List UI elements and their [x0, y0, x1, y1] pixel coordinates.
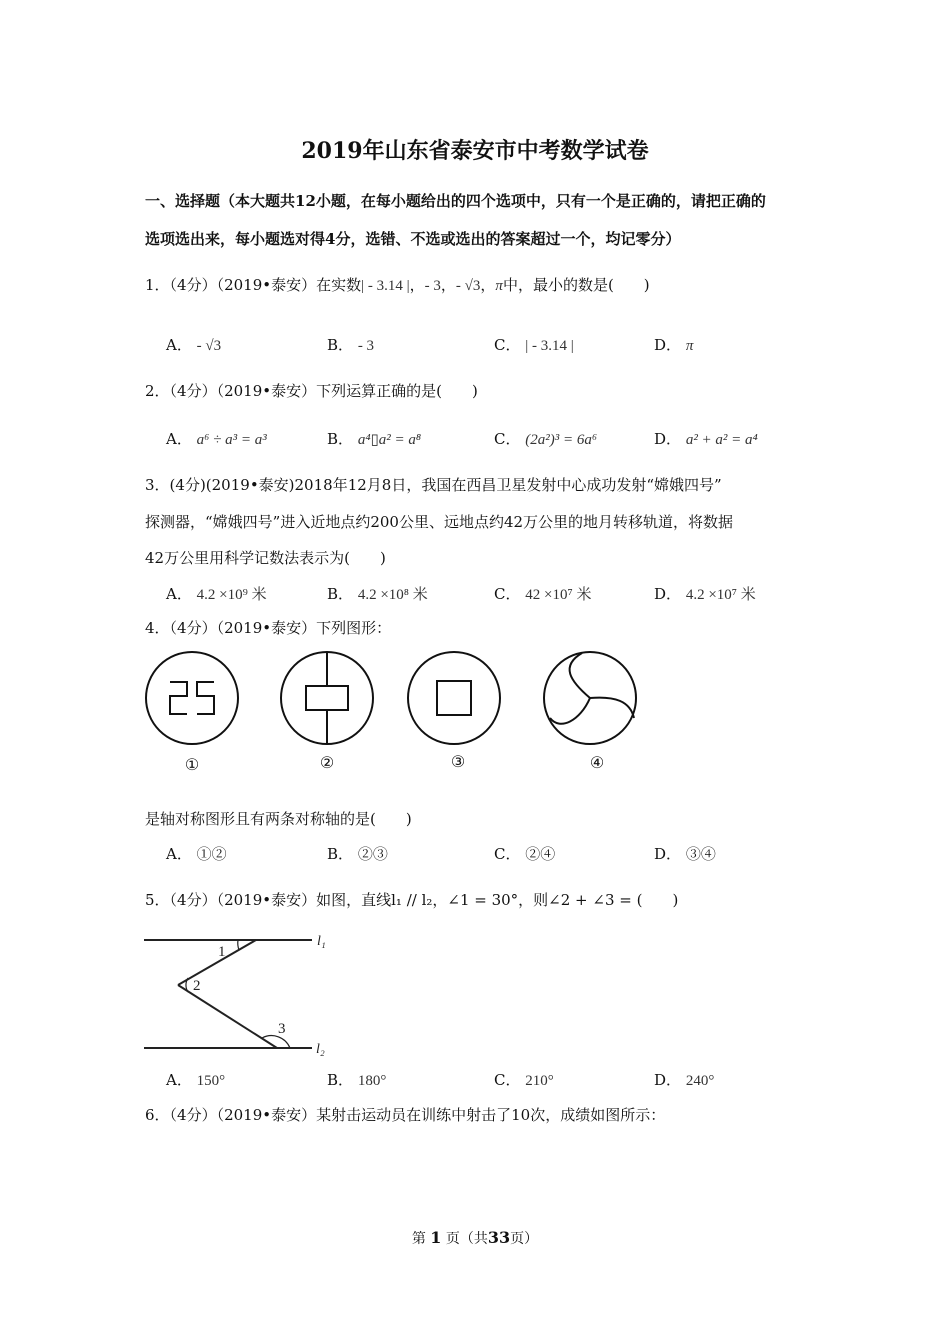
q1-option-b[interactable]: B． - 3 [327, 336, 375, 354]
q1-separator: ， [440, 276, 456, 294]
question-4-prompt: 是轴对称图形且有两条对称轴的是( ) [145, 810, 412, 828]
q3-option-a[interactable]: A． 4.2 ×10⁹ 米 [166, 585, 267, 603]
figure-label-3: ③ [450, 754, 466, 771]
question-6: 6．（4分）（2019•泰安）某射击运动员在训练中射击了10次，成绩如图所示： [145, 1106, 666, 1124]
q1-option-d[interactable]: D． π [654, 336, 694, 354]
q1-abs-value: | - 3.14 | [361, 278, 410, 294]
q5-option-d[interactable]: D． 240° [654, 1071, 715, 1089]
figure-2-circle-rect [281, 652, 373, 744]
question-5: 5．（4分）（2019•泰安）如图，直线l₁ // l₂，∠1 = 30°，则∠2 + ∠3 = ( ) [145, 891, 679, 909]
q1-neg-sqrt3: - √3 [455, 278, 481, 294]
question-2: 2．（4分）（2019•泰安）下列运算正确的是( ) [145, 382, 478, 400]
angle-2-label: 2 [193, 978, 201, 994]
q4-option-a[interactable]: A． ①② [166, 845, 227, 863]
q5-option-a[interactable]: A． 150° [166, 1071, 226, 1089]
line-l1-label: l₁ [317, 934, 326, 949]
current-page-number: 1 [430, 1228, 442, 1247]
question-1 [145, 274, 650, 295]
q2-option-a[interactable]: A． a⁶ ÷ a³ = a³ [166, 430, 267, 448]
q1-suffix: 中，最小的数是( ) [502, 276, 650, 294]
q2-option-c[interactable]: C． (2a²)³ = 6a⁶ [494, 430, 598, 448]
figure-4-triskelion [544, 652, 636, 744]
q1-separator: ， [480, 276, 496, 294]
section-instructions-line1: 一、选择题（本大题共12小题，在每小题给出的四个选项中，只有一个是正确的，请把正确的 [145, 192, 766, 210]
angle-3-label: 3 [278, 1021, 286, 1037]
page-footer: 第 1 页（共33页） [411, 1228, 539, 1247]
page-title: 2019年山东省泰安市中考数学试卷 [301, 138, 649, 164]
q2-option-d[interactable]: D． a² + a² = a⁴ [654, 430, 758, 448]
q5-option-b[interactable]: B． 180° [327, 1071, 387, 1089]
line-l2-label: l₂ [316, 1042, 325, 1056]
figure-1-swastika-shape [146, 652, 238, 744]
q1-option-c[interactable]: C． | - 3.14 | [494, 336, 574, 354]
q4-option-c[interactable]: C． ②④ [494, 845, 556, 863]
total-pages: 33 [487, 1228, 511, 1247]
q1-option-a[interactable]: A． - √3 [166, 336, 222, 354]
question-4: 4．（4分）（2019•泰安）下列图形： [145, 619, 392, 637]
q2-option-b[interactable]: B． a⁴▯a² = a⁸ [327, 430, 422, 448]
angle-1-label: 1 [218, 944, 226, 960]
section-instructions-line2: 选项选出来，每小题选对得4分，选错、不选或选出的答案超过一个，均记零分） [145, 230, 681, 248]
question-3-line2: 探测器，“嫦娥四号”进入近地点约200公里、远地点约42万公里的地月转移轨道，将数据 [145, 513, 734, 531]
q5-parallel-lines-figure [140, 928, 340, 1056]
q1-prefix: 1．（4分）（2019•泰安）在实数 [145, 276, 362, 294]
q3-option-c[interactable]: C． 42 ×10⁷ 米 [494, 585, 592, 603]
figure-label-1: ① [184, 757, 200, 774]
q4-figures [140, 646, 650, 776]
question-3-line3: 42万公里用科学记数法表示为( ) [145, 549, 386, 567]
q1-neg3: - 3 [424, 278, 441, 294]
figure-3-circle-square [408, 652, 500, 744]
q4-option-b[interactable]: B． ②③ [327, 845, 388, 863]
q3-option-b[interactable]: B． 4.2 ×10⁸ 米 [327, 585, 428, 603]
q1-pi: π [495, 278, 503, 294]
q3-option-d[interactable]: D． 4.2 ×10⁷ 米 [654, 585, 756, 603]
figure-label-2: ② [319, 755, 335, 772]
question-3-line1: 3．(4分)(2019•泰安)2018年12月8日，我国在西昌卫星发射中心成功发射“嫦娥四号” [145, 476, 722, 494]
q5-option-c[interactable]: C． 210° [494, 1071, 554, 1089]
q4-option-d[interactable]: D． ③④ [654, 845, 716, 863]
q1-separator: ， [409, 276, 425, 294]
figure-label-4: ④ [589, 755, 605, 772]
